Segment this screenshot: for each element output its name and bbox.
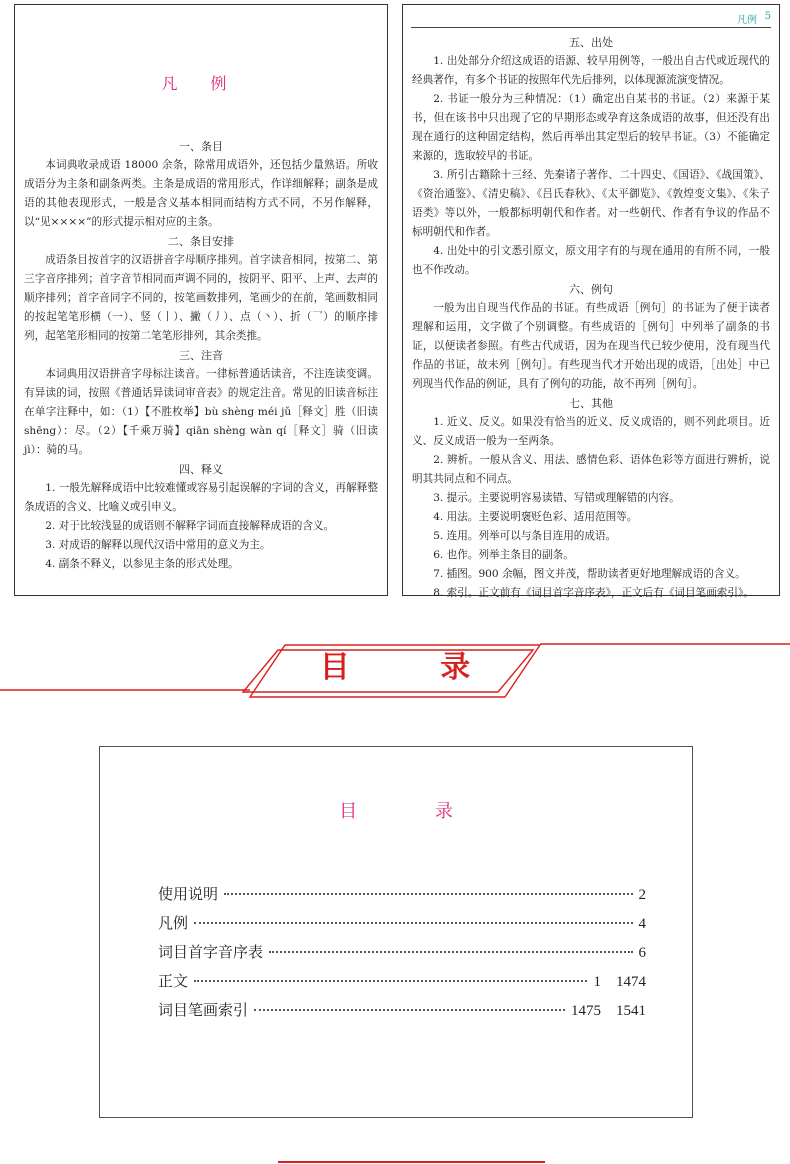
left-page (14, 4, 388, 596)
header-label: 凡例 (737, 15, 757, 26)
left-page-content (24, 137, 378, 574)
toc-box (99, 746, 693, 1118)
section-paragraph: 3. 提示。主要说明容易读错、写错或理解错的内容。 (433, 492, 680, 504)
section-paragraph: 3. 所引古籍除十三经、先秦诸子著作、二十四史、《国语》、《战国策》、《资治通鉴》、《清史稿》、《吕氏春秋》、《太平御览》、《敦煌变文集》、《朱子语类》等以外，一般都标明朝代和作者。对一些朝代、作者有争议的作品不标明朝代和作者。 (412, 169, 770, 238)
section-heading: 六、例句 (569, 283, 613, 296)
toc-entry-label: 词目首字音序表 (158, 943, 264, 961)
page-title: 凡 例 (161, 74, 241, 93)
section-paragraph: 6. 也作。列举主条目的副条。 (433, 549, 574, 561)
toc-entry[interactable] (158, 999, 646, 1028)
right-page (402, 4, 780, 599)
toc-entry-label: 正文 (158, 972, 189, 990)
section-paragraph: 2. 书证一般分为三种情况：（1）确定出自某书的书证。（2）来源于某书，但在该书中只出现了它的早期形态或孕育这条成语的故事，但还没有出现在通行的这种固定结构，然后再举出其定型后的较早书证。（3）不能确定来源的，选取较早的书证。 (412, 93, 770, 162)
section-heading: 三、注音 (179, 349, 223, 362)
toc-entry-page: 1475 1541 (570, 1003, 646, 1019)
section-paragraph: 7. 插图。900 余幅，图文并茂，帮助读者更好地理解成语的含义。 (433, 568, 746, 580)
section-paragraph: 1. 近义、反义。如果没有恰当的近义、反义成语的，则不列此项目。近义、反义成语一般为一至两条。 (412, 416, 770, 447)
toc-entry-page: 1 1474 (593, 974, 646, 990)
right-page-content (412, 33, 770, 603)
running-header (411, 10, 771, 28)
toc-leader-dots (254, 1009, 565, 1011)
section-paragraph: 成语条目按首字的汉语拼音字母顺序排列。首字读音相同，按第二、第三字音序排列；首字音节相同而声调不同的，按阴平、阳平、上声、去声的顺序排列；首字音同字不同的，按笔画数排列，笔画少的在前，笔画数相同的按起笔笔形横（一）、竖（丨）、撇（丿）、点（丶）、折（乛）的顺序排列，起笔笔形相同的按第二笔笔形排列，其余类推。 (24, 254, 378, 342)
section-heading: 一、条目 (179, 140, 223, 153)
toc-entry-page: 2 (638, 887, 646, 903)
section-heading: 二、条目安排 (168, 235, 234, 248)
section-paragraph: 5. 连用。列举可以与条目连用的成语。 (433, 530, 617, 542)
section-paragraph: 1. 出处部分介绍这成语的语源、较早用例等，一般出自古代或近现代的经典著作，有多个书证的按照年代先后排列，以体现源流演变情况。 (412, 55, 770, 86)
toc-leader-dots (194, 922, 632, 924)
section-paragraph: 4. 出处中的引文悉引原文，原文用字有的与现在通用的有所不同，一般也不作改动。 (412, 245, 770, 276)
toc-entry-label: 词目笔画索引 (158, 1001, 249, 1019)
section-paragraph: 4. 用法。主要说明褒贬色彩、适用范围等。 (433, 511, 638, 523)
section-heading: 五、出处 (569, 36, 613, 49)
section-paragraph: 2. 辨析。一般从含义、用法、感情色彩、语体色彩等方面进行辨析，说明其共同点和不同点。 (412, 454, 770, 485)
page-number: 5 (764, 11, 771, 22)
toc-list (158, 883, 646, 1028)
toc-entry[interactable] (158, 941, 646, 970)
section-heading: 七、其他 (569, 397, 613, 410)
section-paragraph: 本词典用汉语拼音字母标注读音。一律标普通话读音，不注连读变调。有异读的词，按照《普通话异读词审音表》的规定注音。常见的旧读音标注在单字注释中，如：（1）【不胜枚举】bù shèng méi jǔ［释文］胜（旧读 shēng）：尽。（2）【千乘万骑】qiān shèng wàn qí［释文］骑（旧读 jì）：骑的马。 (24, 368, 378, 456)
banner-title: 目 录 (319, 650, 511, 685)
section-heading: 四、释义 (179, 463, 223, 476)
toc-entry-page: 4 (638, 916, 646, 932)
toc-entry[interactable] (158, 970, 646, 999)
section-paragraph: 一般为出自现当代作品的书证。有些成语［例句］的书证为了便于读者理解和运用，文字做了个别调整。有些成语的［例句］中列举了副条的书证，以便读者参照。有些古代成语，因为在现当代已较少使用，没有现当代作品的书证，故未列［例句］。有些现当代才开始出现的成语，［出处］中已列现当代作品的例证，具有了例句的功能，故不再列［例句］。 (412, 302, 770, 390)
section-paragraph: 1. 一般先解释成语中比较难懂或容易引起误解的字词的含义，再解释整条成语的含义、比喻义或引申义。 (24, 482, 378, 513)
toc-entry[interactable] (158, 912, 646, 941)
toc-leader-dots (224, 893, 632, 895)
toc-title: 目 录 (339, 801, 489, 822)
section-paragraph: 2. 对于比较浅显的成语则不解释字词而直接解释成语的含义。 (45, 520, 335, 532)
toc-entry-label: 凡例 (158, 914, 189, 932)
toc-leader-dots (194, 980, 587, 982)
section-paragraph: 3. 对成语的解释以现代汉语中常用的意义为主。 (45, 539, 271, 551)
section-paragraph: 4. 副条不释义，以参见主条的形式处理。 (45, 558, 239, 570)
section-paragraph: 本词典收录成语 18000 余条，除常用成语外，还包括少量熟语。所收成语分为主条和副条两类。主条是成语的常用形式，作详细解释；副条是成语的其他表现形式，一般是含义基本相同而结构方式不同，不另作解释，以“见××××”的形式提示相对应的主条。 (24, 159, 378, 228)
section-paragraph: 8. 索引。正文前有《词目首字音序表》，正文后有《词目笔画索引》。 (433, 587, 754, 599)
bottom-decoration (0, 1140, 790, 1164)
toc-leader-dots (269, 951, 632, 953)
toc-entry[interactable] (158, 883, 646, 912)
toc-entry-page: 6 (638, 945, 646, 961)
toc-entry-label: 使用说明 (158, 885, 219, 903)
